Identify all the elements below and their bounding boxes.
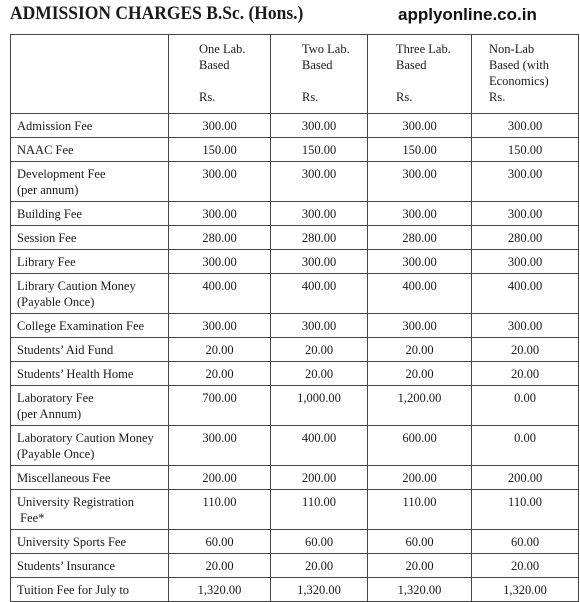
fee-name-cell: University Sports Fee [11,530,169,554]
fee-value-cell: 400.00 [368,274,472,314]
fee-value-cell: 110.00 [472,490,579,530]
table-row [11,426,579,466]
fee-value-cell: 60.00 [368,530,472,554]
fee-value-cell: 20.00 [169,554,271,578]
fee-value-cell: 20.00 [368,554,472,578]
fee-value-cell: 0.00 [472,386,579,426]
fee-value-cell: 280.00 [368,226,472,250]
fee-name-cell: NAAC Fee [11,138,169,162]
fee-value-cell: 60.00 [271,530,368,554]
fee-value-cell: 300.00 [271,202,368,226]
fee-value-cell: 20.00 [472,554,579,578]
table-row [11,490,579,530]
fee-value-cell: 200.00 [368,466,472,490]
fee-name-cell: Building Fee [11,202,169,226]
fee-name-cell: University Registration Fee* [11,490,169,530]
fee-value-cell: 110.00 [368,490,472,530]
fee-value-cell: 600.00 [368,426,472,466]
fee-value-cell: 110.00 [169,490,271,530]
table-row [11,138,579,162]
fee-name-cell: Miscellaneous Fee [11,466,169,490]
fee-name-cell: Library Fee [11,250,169,274]
column-header: Two Lab. Based Rs. [271,35,368,114]
fee-value-cell: 60.00 [472,530,579,554]
column-header: Three Lab. Based Rs. [368,35,472,114]
fee-value-cell: 20.00 [169,338,271,362]
fee-name-cell: Students’ Insurance [11,554,169,578]
fee-value-cell: 20.00 [271,554,368,578]
fee-value-cell: 400.00 [472,274,579,314]
fee-value-cell: 150.00 [169,138,271,162]
fee-value-cell: 20.00 [271,338,368,362]
fee-name-cell: Laboratory Fee (per Annum) [11,386,169,426]
fee-name-cell: Students’ Aid Fund [11,338,169,362]
fee-value-cell: 20.00 [368,362,472,386]
table-row [11,554,579,578]
fee-value-cell: 60.00 [169,530,271,554]
fee-value-cell: 300.00 [271,314,368,338]
fee-value-cell: 300.00 [271,114,368,138]
fee-value-cell: 400.00 [271,274,368,314]
fee-value-cell: 300.00 [368,202,472,226]
column-header: One Lab. Based Rs. [169,35,271,114]
fee-value-cell: 1,320.00 [472,578,579,602]
fee-value-cell: 300.00 [472,114,579,138]
fee-name-cell: Laboratory Caution Money (Payable Once) [11,426,169,466]
fee-value-cell: 110.00 [271,490,368,530]
fee-value-cell: 280.00 [271,226,368,250]
table-row [11,314,579,338]
table-row [11,202,579,226]
fee-value-cell: 300.00 [472,162,579,202]
table-row [11,274,579,314]
fee-value-cell: 300.00 [368,314,472,338]
fee-name-cell: Students’ Health Home [11,362,169,386]
column-header: Non-Lab Based (with Economics) Rs. [472,35,579,114]
fee-value-cell: 300.00 [271,162,368,202]
fee-value-cell: 20.00 [271,362,368,386]
fee-value-cell: 20.00 [368,338,472,362]
fee-name-cell: Tuition Fee for July to [11,578,169,602]
fee-value-cell: 300.00 [472,250,579,274]
table-row [11,362,579,386]
fee-value-cell: 300.00 [169,250,271,274]
fee-value-cell: 200.00 [472,466,579,490]
fee-value-cell: 200.00 [169,466,271,490]
fee-name-cell: Development Fee (per annum) [11,162,169,202]
fee-value-cell: 150.00 [368,138,472,162]
fee-value-cell: 300.00 [169,114,271,138]
fee-value-cell: 280.00 [472,226,579,250]
fee-name-cell: Session Fee [11,226,169,250]
table-row [11,114,579,138]
table-row [11,226,579,250]
fee-name-cell: Admission Fee [11,114,169,138]
table-row [11,578,579,602]
fee-value-cell: 300.00 [368,162,472,202]
fee-value-cell: 700.00 [169,386,271,426]
fee-value-cell: 1,320.00 [169,578,271,602]
table-row [11,530,579,554]
fee-value-cell: 300.00 [169,202,271,226]
table-row [11,386,579,426]
fee-value-cell: 150.00 [472,138,579,162]
table-row [11,162,579,202]
fee-value-cell: 1,200.00 [368,386,472,426]
fee-value-cell: 20.00 [169,362,271,386]
fee-value-cell: 0.00 [472,426,579,466]
fee-value-cell: 300.00 [368,114,472,138]
table-row [11,338,579,362]
header-blank-cell [11,35,169,114]
fee-value-cell: 200.00 [271,466,368,490]
fee-value-cell: 300.00 [368,250,472,274]
fee-name-cell: Library Caution Money (Payable Once) [11,274,169,314]
fee-value-cell: 300.00 [169,426,271,466]
fee-value-cell: 1,320.00 [368,578,472,602]
fee-name-cell: College Examination Fee [11,314,169,338]
page-title: ADMISSION CHARGES B.Sc. (Hons.) [10,3,304,24]
admission-charges-table [10,34,579,602]
fee-value-cell: 300.00 [472,314,579,338]
fee-value-cell: 1,320.00 [271,578,368,602]
watermark: applyonline.co.in [398,5,537,24]
table-row [11,466,579,490]
fee-value-cell: 20.00 [472,338,579,362]
fee-value-cell: 300.00 [472,202,579,226]
fee-value-cell: 280.00 [169,226,271,250]
fee-value-cell: 20.00 [472,362,579,386]
fee-value-cell: 300.00 [271,250,368,274]
fee-value-cell: 400.00 [169,274,271,314]
fee-value-cell: 300.00 [169,314,271,338]
table-row [11,250,579,274]
table-header-row [11,35,579,114]
fee-value-cell: 400.00 [271,426,368,466]
fee-value-cell: 150.00 [271,138,368,162]
fee-value-cell: 1,000.00 [271,386,368,426]
fee-value-cell: 300.00 [169,162,271,202]
